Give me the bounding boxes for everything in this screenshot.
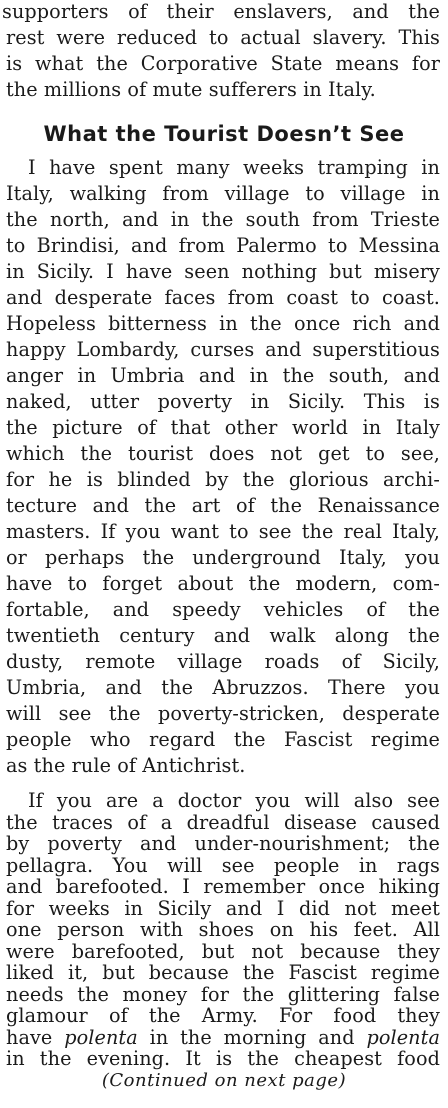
text-line: for he is blinded by the glorious archi-	[6, 468, 440, 491]
text-line: twentieth century and walk along the	[6, 624, 440, 647]
italic-term: polenta	[64, 1026, 138, 1049]
text-line: Hopeless bitterness in the once rich and	[6, 312, 440, 335]
text-line: the traces of a dreadful disease caused	[6, 811, 440, 834]
italic-term: polenta	[366, 1026, 440, 1049]
text-run: have	[6, 1026, 65, 1049]
text-line: liked it, but because the Fascist regime	[6, 962, 440, 984]
text-line: fortable, and speedy vehicles of the	[6, 598, 440, 621]
text-line: rest were reduced to actual slavery. This	[6, 26, 440, 49]
text-line: one person with shoes on his feet. All	[6, 919, 440, 941]
text-line: by poverty and under-nourishment; the	[6, 833, 440, 855]
text-line: glamour of the Army. For food they	[6, 1005, 440, 1027]
text-line: dusty, remote village roads of Sicily,	[6, 650, 440, 673]
text-line: for weeks in Sicily and I did not meet	[6, 897, 440, 920]
text-line: I have spent many weeks tramping in	[28, 156, 440, 179]
text-line: is what the Corporative State means for	[6, 52, 440, 75]
text-line: needs the money for the glittering false	[6, 983, 440, 1006]
text-line: which the tourist does not get to see,	[6, 442, 440, 465]
text-line: to Brindisi, and from Palermo to Messina	[6, 234, 440, 257]
text-line	[6, 1027, 440, 1049]
text-line: in Sicily. I have seen nothing but misery	[6, 260, 440, 283]
text-line: the north, and in the south from Trieste	[6, 208, 440, 231]
text-line: masters. If you want to see the real Italy,	[6, 520, 440, 543]
text-line: pellagra. You will see people in rags	[6, 854, 440, 877]
text-run: in the morning and	[137, 1026, 367, 1049]
section-heading: What the Tourist Doesn’t See	[43, 122, 405, 146]
text-line: were barefooted, but not because they	[6, 940, 440, 963]
text-line: If you are a doctor you will also see	[28, 790, 440, 812]
text-line: Italy, walking from village to village in	[6, 182, 440, 205]
text-line: the picture of that other world in Italy	[6, 416, 440, 439]
text-line: have to forget about the modern, com-	[6, 572, 440, 595]
text-line: supporters of their enslavers, and the	[2, 0, 440, 23]
text-line: or perhaps the underground Italy, you	[6, 546, 440, 569]
text-line: naked, utter poverty in Sicily. This is	[6, 390, 440, 413]
text-line: as the rule of Antichrist.	[6, 754, 246, 777]
text-line: the millions of mute sufferers in Italy.	[6, 78, 376, 101]
text-line: and barefooted. I remember once hiking	[6, 876, 440, 898]
text-line: will see the poverty-stricken, desperate	[6, 702, 440, 725]
text-line: happy Lombardy, curses and superstitious	[6, 338, 440, 361]
text-line: in the evening. It is the cheapest food	[6, 1048, 440, 1070]
text-line: Umbria, and the Abruzzos. There you	[6, 676, 440, 699]
text-line: people who regard the Fascist regime	[6, 728, 440, 751]
text-line: anger in Umbria and in the south, and	[6, 364, 440, 387]
text-line: and desperate faces from coast to coast.	[6, 286, 440, 309]
text-line: tecture and the art of the Renaissance	[6, 494, 440, 517]
continued-note: (Continued on next page)	[101, 1070, 347, 1091]
